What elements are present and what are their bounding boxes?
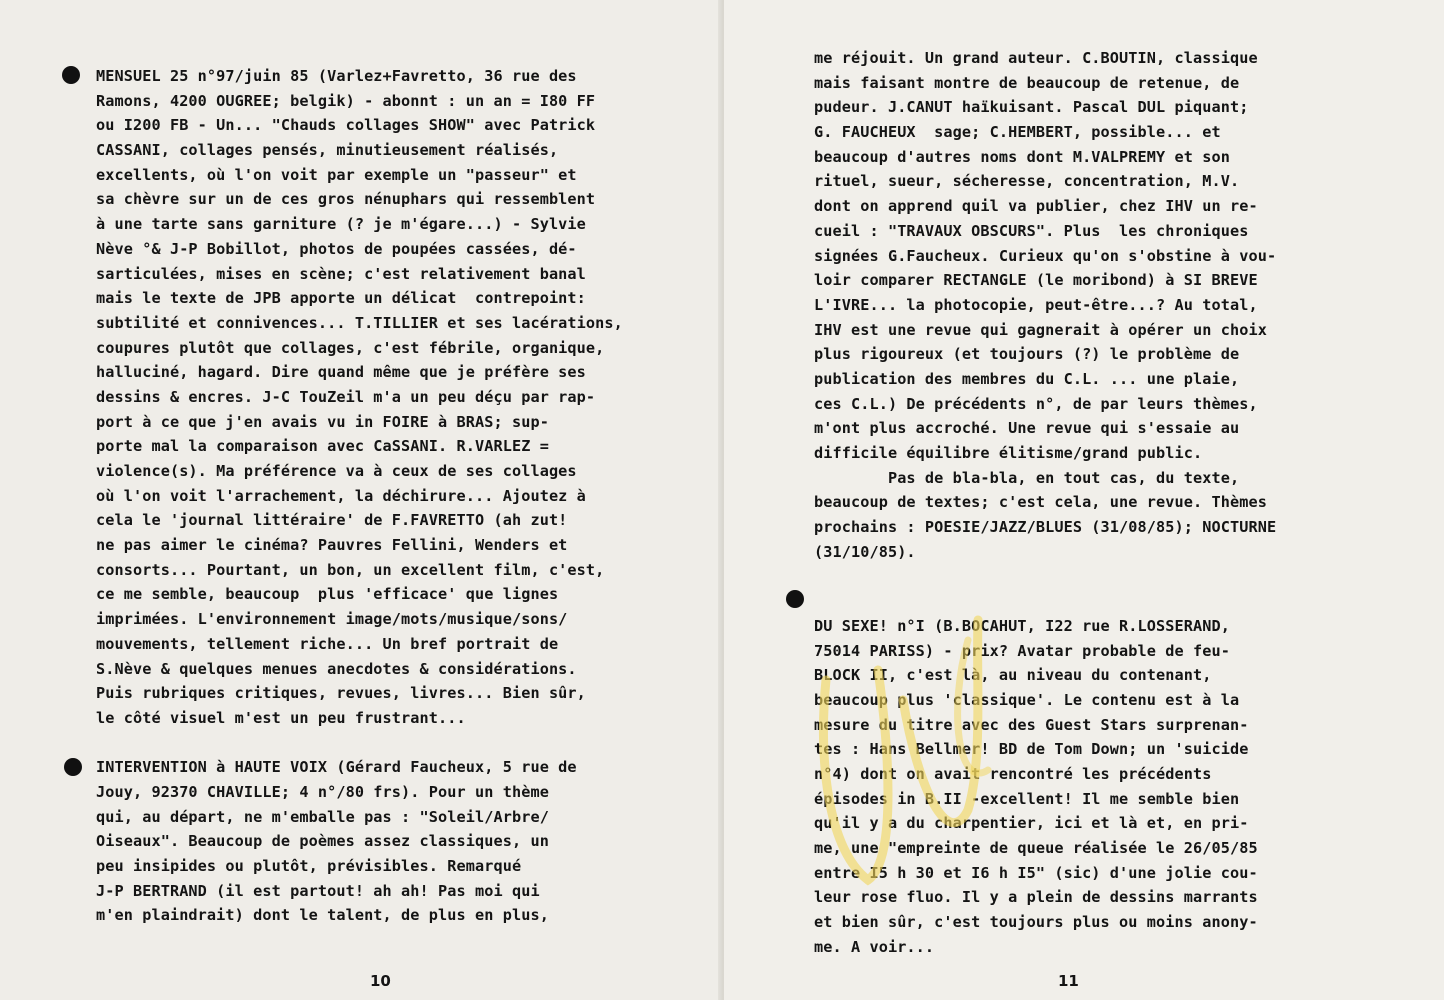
text-line: porte mal la comparaison avec CaSSANI. R.VARLEZ = — [96, 437, 549, 456]
text-line: CASSANI, collages pensés, minutieusement réalisés, — [96, 141, 559, 160]
page-number-right: 11 — [1058, 972, 1079, 990]
text-line: coupures plutôt que collages, c'est fébrile, organique, — [96, 338, 605, 357]
text-line: épisodes in B.II -excellent! Il me semble bien — [814, 789, 1240, 808]
text-line: n°4) dont on avait rencontré les précédents — [814, 764, 1212, 783]
text-line: Jouy, 92370 CHAVILLE; 4 n°/80 frs). Pour un thème — [96, 782, 549, 801]
text-line — [96, 731, 623, 756]
text-line: MENSUEL 25 n°97/juin 85 (Varlez+Favretto, 36 rue des — [96, 67, 577, 85]
text-line: Pas de bla-bla, en tout cas, du texte, — [814, 468, 1240, 487]
text-line: qu'il y a du charpentier, ici et là et, en pri- — [814, 814, 1249, 833]
text-line: mais le texte de JPB apporte un délicat contrepoint: — [96, 289, 586, 308]
text-line: port à ce que j'en avais vu in FOIRE à BRAS; sup- — [96, 412, 549, 431]
text-line: loir comparer RECTANGLE (le moribond) à SI BREVE — [814, 271, 1258, 290]
text-line: pudeur. J.CANUT haïkuisant. Pascal DUL piquant; — [814, 98, 1249, 117]
text-line: ces C.L.) De précédents n°, de par leurs thèmes, — [814, 394, 1258, 413]
text-line: 75014 PARISS) - prix? Avatar probable de feu- — [814, 641, 1230, 660]
page-number-left: 10 — [370, 972, 391, 990]
text-line: Nève °& J-P Bobillot, photos de poupées cassées, dé- — [96, 239, 577, 258]
text-line: où l'on voit l'arrachement, la déchirure... Ajoutez à — [96, 486, 586, 505]
text-line: difficile équilibre élitisme/grand public. — [814, 444, 1203, 462]
text-line: beaucoup plus 'classique'. Le contenu est à la — [814, 690, 1240, 709]
text-line: me réjouit. Un grand auteur. C.BOUTIN, classique — [814, 49, 1258, 67]
text-line: m'ont plus accroché. Une revue qui s'essaie au — [814, 419, 1240, 438]
bullet-intervention — [64, 758, 82, 776]
text-line: dessins & encres. J-C TouZeil m'a un peu déçu par rap- — [96, 387, 596, 406]
text-line: peu insipides ou plutôt, prévisibles. Remarqué — [96, 857, 522, 875]
text-line: me, une "empreinte de queue réalisée le 26/05/85 — [814, 839, 1258, 857]
text-line: tes : Hans Bellmer! BD de Tom Down; un 'suicide — [814, 740, 1249, 759]
text-line: me. A voir... — [814, 937, 935, 956]
text-line: BLOCK II, c'est là, au niveau du contenant, — [814, 666, 1212, 685]
text-line: dont on apprend quil va publier, chez IHV un re- — [814, 197, 1258, 216]
text-line: DU SEXE! n°I (B.BOCAHUT, I22 rue R.LOSSERAND, — [814, 616, 1230, 635]
text-line: beaucoup de textes; c'est cela, une revue. Thèmes — [814, 493, 1267, 512]
text-line: sarticulées, mises en scène; c'est relativement banal — [96, 264, 586, 283]
bullet-du-sexe — [786, 590, 804, 608]
text-line: à une tarte sans garniture (? je m'égare...) - Sylvie — [96, 215, 586, 234]
text-line: cela le 'journal littéraire' de F.FAVRETTO (ah zut! — [96, 511, 568, 530]
text-line: G. FAUCHEUX sage; C.HEMBERT, possible... et — [814, 123, 1221, 142]
text-line: mais faisant montre de beaucoup de retenue, de — [814, 73, 1240, 92]
text-line: cueil : "TRAVAUX OBSCURS". Plus les chroniques — [814, 221, 1249, 240]
text-line: (31/10/85). — [814, 542, 916, 561]
text-line: S.Nève & quelques menues anecdotes & considérations. — [96, 659, 577, 678]
text-line: J-P BERTRAND (il est partout! ah ah! Pas moi qui — [96, 881, 540, 900]
text-line: IHV est une revue qui gagnerait à opérer un choix — [814, 320, 1267, 339]
text-line: entre I5 h 30 et I6 h I5" (sic) d'une jolie cou- — [814, 863, 1258, 882]
bleed-through — [40, 40, 563, 65]
text-line: mouvements, tellement riche... Un bref portrait de — [96, 634, 559, 653]
text-line: prochains : POESIE/JAZZ/BLUES (31/08/85); NOCTURNE — [814, 518, 1277, 537]
text-line: et bien sûr, c'est toujours plus ou moins anony- — [814, 913, 1258, 932]
text-line: mesure du titre avec des Guest Stars surprenan- — [814, 715, 1249, 734]
text-line: halluciné, hagard. Dire quand même que je préfère ses — [96, 363, 586, 382]
text-line: consorts... Pourtant, un bon, un excellent film, c'est, — [96, 560, 605, 579]
text-line: Oiseaux". Beaucoup de poèmes assez classiques, un — [96, 832, 549, 851]
text-line: beaucoup d'autres noms dont M.VALPREMY et son — [814, 147, 1230, 166]
text-line: ne pas aimer le cinéma? Pauvres Fellini, Wenders et — [96, 536, 568, 555]
text-line: ce me semble, beaucoup plus 'efficace' que lignes — [96, 585, 559, 604]
text-line: INTERVENTION à HAUTE VOIX (Gérard Faucheux, 5 rue de — [96, 758, 577, 777]
text-line: publication des membres du C.L. ... une plaie, — [814, 369, 1240, 388]
highlighter-marks — [808, 560, 1008, 900]
text-line: Ramons, 4200 OUGREE; belgik) - abonnt : un an = I80 FF — [96, 91, 596, 110]
text-line: qui, au départ, ne m'emballe pas : "Soleil/Arbre/ — [96, 807, 549, 826]
text-line: subtilité et connivences... T.TILLIER et ses lacérations, — [96, 313, 623, 332]
text-line: violence(s). Ma préférence va à ceux de ses collages — [96, 462, 577, 480]
text-line: L'IVRE... la photocopie, peut-être...? Au total, — [814, 295, 1258, 314]
text-line: signées G.Faucheux. Curieux qu'on s'obstine à vou- — [814, 246, 1277, 265]
left-page-text — [96, 64, 623, 928]
text-line: leur rose fluo. Il y a plein de dessins marrants — [814, 888, 1258, 907]
text-line: Puis rubriques critiques, revues, livres... Bien sûr, — [96, 684, 586, 703]
text-line: excellents, où l'on voit par exemple un "passeur" et — [96, 165, 577, 184]
bullet-mensuel — [62, 66, 80, 84]
text-line: sa chèvre sur un de ces gros nénuphars qui ressemblent — [96, 190, 596, 209]
text-line: le côté visuel m'est un peu frustrant... — [96, 708, 466, 727]
text-line: m'en plaindrait) dont le talent, de plus en plus, — [96, 906, 549, 925]
text-line: plus rigoureux (et toujours (?) le problème de — [814, 345, 1240, 364]
text-line: ou I200 FB - Un... "Chauds collages SHOW" avec Patrick — [96, 116, 596, 135]
text-line: rituel, sueur, sécheresse, concentration, M.V. — [814, 172, 1240, 191]
text-line: imprimées. L'environnement image/mots/musique/sons/ — [96, 610, 568, 629]
